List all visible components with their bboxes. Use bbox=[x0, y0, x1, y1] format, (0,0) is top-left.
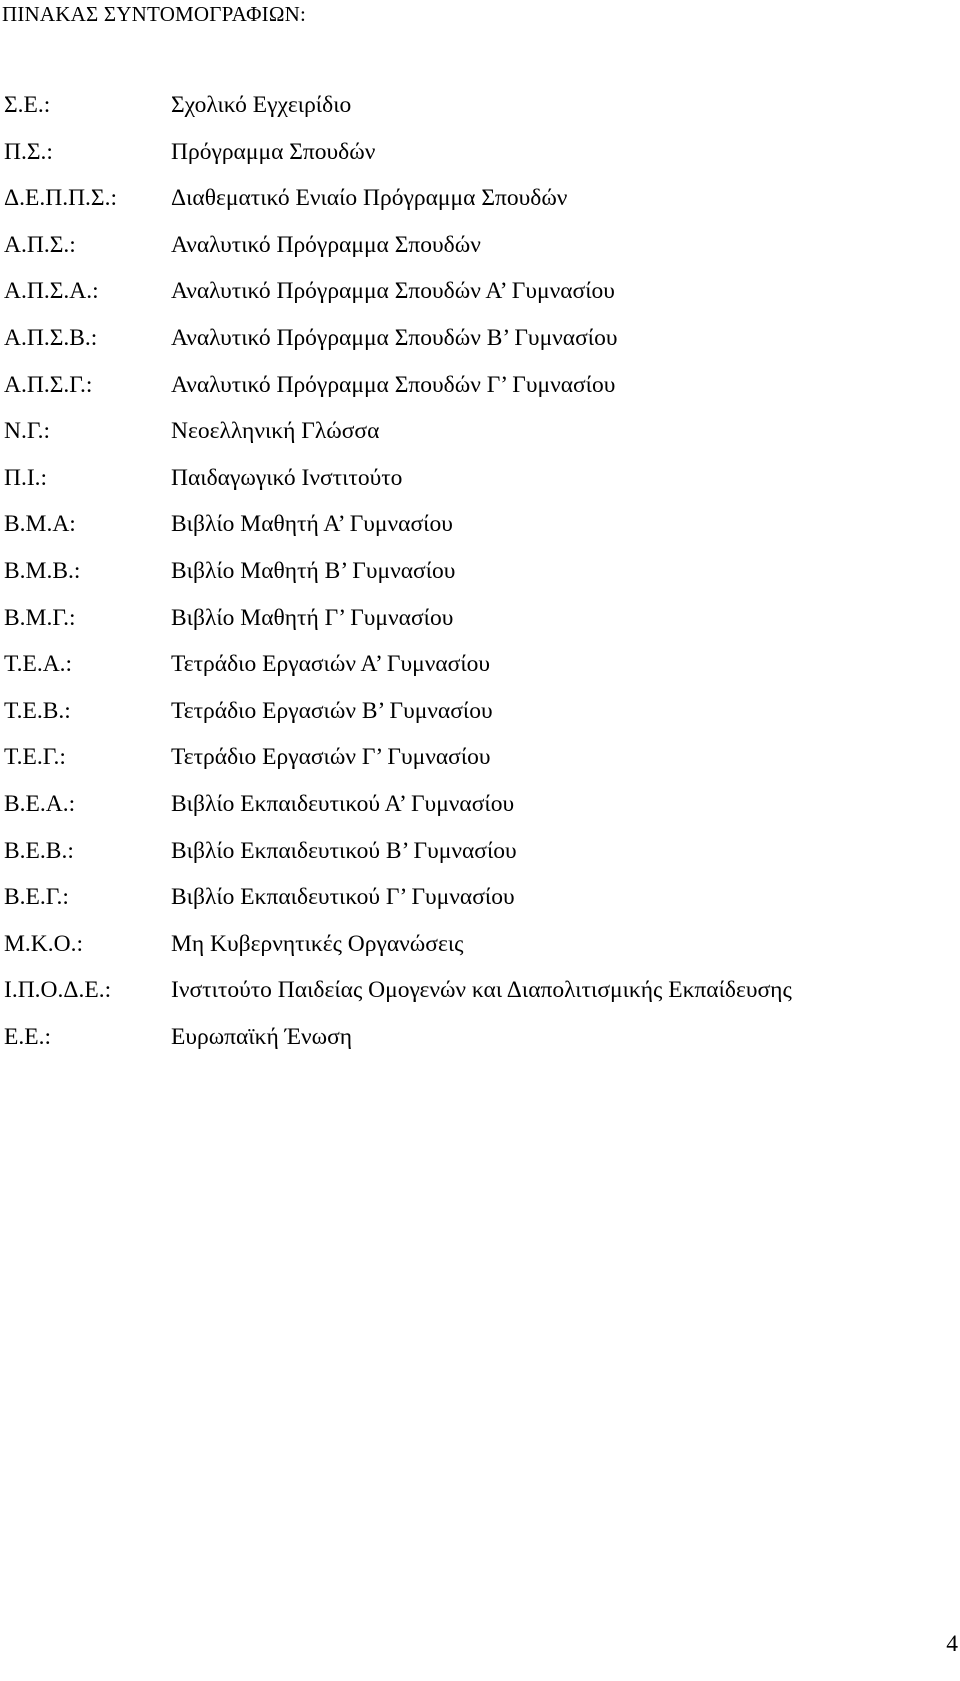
abbreviation-list bbox=[4, 91, 792, 1069]
abbreviation-meaning: Βιβλίο Εκπαιδευτικού Β’ Γυμνασίου bbox=[171, 837, 517, 864]
abbreviation-row bbox=[4, 883, 792, 930]
page-title: ΠΙΝΑΚΑΣ ΣΥΝΤΟΜΟΓΡΑΦΙΩΝ: bbox=[2, 2, 307, 26]
abbreviation-row bbox=[4, 1023, 792, 1070]
abbreviation-meaning: Αναλυτικό Πρόγραμμα Σπουδών bbox=[171, 231, 481, 258]
abbreviation-row bbox=[4, 464, 792, 511]
abbreviation-row bbox=[4, 650, 792, 697]
abbreviation-code: Π.Ι.: bbox=[4, 464, 48, 491]
abbreviation-row bbox=[4, 371, 792, 418]
abbreviation-row bbox=[4, 510, 792, 557]
abbreviation-row bbox=[4, 790, 792, 837]
abbreviation-meaning: Αναλυτικό Πρόγραμμα Σπουδών Β’ Γυμνασίου bbox=[171, 324, 618, 351]
abbreviation-code: Τ.Ε.Α.: bbox=[4, 651, 73, 678]
abbreviation-row bbox=[4, 837, 792, 884]
abbreviation-code: Σ.Ε.: bbox=[4, 92, 51, 118]
abbreviation-row bbox=[4, 138, 792, 185]
abbreviation-code: Β.Μ.Β.: bbox=[4, 557, 81, 584]
abbreviation-code: Ι.Π.Ο.Δ.Ε.: bbox=[4, 977, 112, 1004]
abbreviation-row bbox=[4, 277, 792, 324]
abbreviation-meaning: Βιβλίο Εκπαιδευτικού Α’ Γυμνασίου bbox=[171, 790, 515, 817]
abbreviation-row bbox=[4, 231, 792, 278]
abbreviation-meaning: Πρόγραμμα Σπουδών bbox=[171, 138, 376, 165]
abbreviation-code: Π.Σ.: bbox=[4, 138, 53, 165]
abbreviation-meaning: Σχολικό Εγχειρίδιο bbox=[171, 92, 352, 118]
abbreviation-meaning: Διαθεματικό Ενιαίο Πρόγραμμα Σπουδών bbox=[171, 185, 568, 212]
abbreviation-code: Β.Μ.Α: bbox=[4, 511, 76, 538]
abbreviation-row bbox=[4, 184, 792, 231]
abbreviation-code: Α.Π.Σ.Γ.: bbox=[4, 371, 93, 398]
abbreviation-row bbox=[4, 417, 792, 464]
abbreviation-meaning: Παιδαγωγικό Ινστιτούτο bbox=[171, 464, 403, 491]
abbreviation-code: Ν.Γ.: bbox=[4, 418, 51, 445]
abbreviation-row bbox=[4, 604, 792, 651]
abbreviation-code: Δ.Ε.Π.Π.Σ.: bbox=[4, 185, 117, 212]
abbreviation-code: Α.Π.Σ.Β.: bbox=[4, 324, 98, 351]
abbreviation-meaning: Βιβλίο Εκπαιδευτικού Γ’ Γυμνασίου bbox=[171, 884, 515, 911]
abbreviation-meaning: Μη Κυβερνητικές Οργανώσεις bbox=[171, 930, 464, 957]
abbreviation-code: Τ.Ε.Β.: bbox=[4, 697, 71, 724]
abbreviation-row bbox=[4, 976, 792, 1023]
abbreviation-code: Β.Ε.Α.: bbox=[4, 790, 76, 817]
abbreviation-meaning: Νεοελληνική Γλώσσα bbox=[171, 418, 380, 445]
abbreviation-row bbox=[4, 557, 792, 604]
abbreviation-code: Μ.Κ.Ο.: bbox=[4, 930, 83, 957]
abbreviation-row bbox=[4, 743, 792, 790]
abbreviation-meaning: Αναλυτικό Πρόγραμμα Σπουδών Γ’ Γυμνασίου bbox=[171, 371, 616, 398]
abbreviation-code: Τ.Ε.Γ.: bbox=[4, 744, 66, 771]
abbreviation-meaning: Ινστιτούτο Παιδείας Ομογενών και Διαπολιτισμικής Εκπαίδευσης bbox=[171, 977, 792, 1004]
abbreviation-meaning: Βιβλίο Μαθητή Β’ Γυμνασίου bbox=[171, 557, 456, 584]
abbreviation-meaning: Ευρωπαϊκή Ένωση bbox=[171, 1023, 353, 1050]
abbreviation-code: Β.Μ.Γ.: bbox=[4, 604, 76, 631]
abbreviation-meaning: Βιβλίο Μαθητή Γ’ Γυμνασίου bbox=[171, 604, 454, 631]
abbreviation-row bbox=[4, 91, 792, 138]
abbreviation-code: Β.Ε.Β.: bbox=[4, 837, 74, 864]
abbreviation-code: Ε.Ε.: bbox=[4, 1023, 51, 1050]
abbreviation-row bbox=[4, 930, 792, 977]
page-number: 4 bbox=[946, 1631, 958, 1657]
abbreviation-meaning: Αναλυτικό Πρόγραμμα Σπουδών Α’ Γυμνασίου bbox=[171, 278, 615, 305]
abbreviation-meaning: Βιβλίο Μαθητή Α’ Γυμνασίου bbox=[171, 511, 453, 538]
abbreviation-meaning: Τετράδιο Εργασιών Β’ Γυμνασίου bbox=[171, 697, 493, 724]
abbreviation-meaning: Τετράδιο Εργασιών Γ’ Γυμνασίου bbox=[171, 744, 491, 771]
abbreviation-meaning: Τετράδιο Εργασιών Α’ Γυμνασίου bbox=[171, 651, 491, 678]
abbreviation-code: Β.Ε.Γ.: bbox=[4, 884, 69, 911]
abbreviation-code: Α.Π.Σ.: bbox=[4, 231, 76, 258]
abbreviation-row bbox=[4, 324, 792, 371]
abbreviation-row bbox=[4, 697, 792, 744]
abbreviation-code: Α.Π.Σ.Α.: bbox=[4, 278, 99, 305]
